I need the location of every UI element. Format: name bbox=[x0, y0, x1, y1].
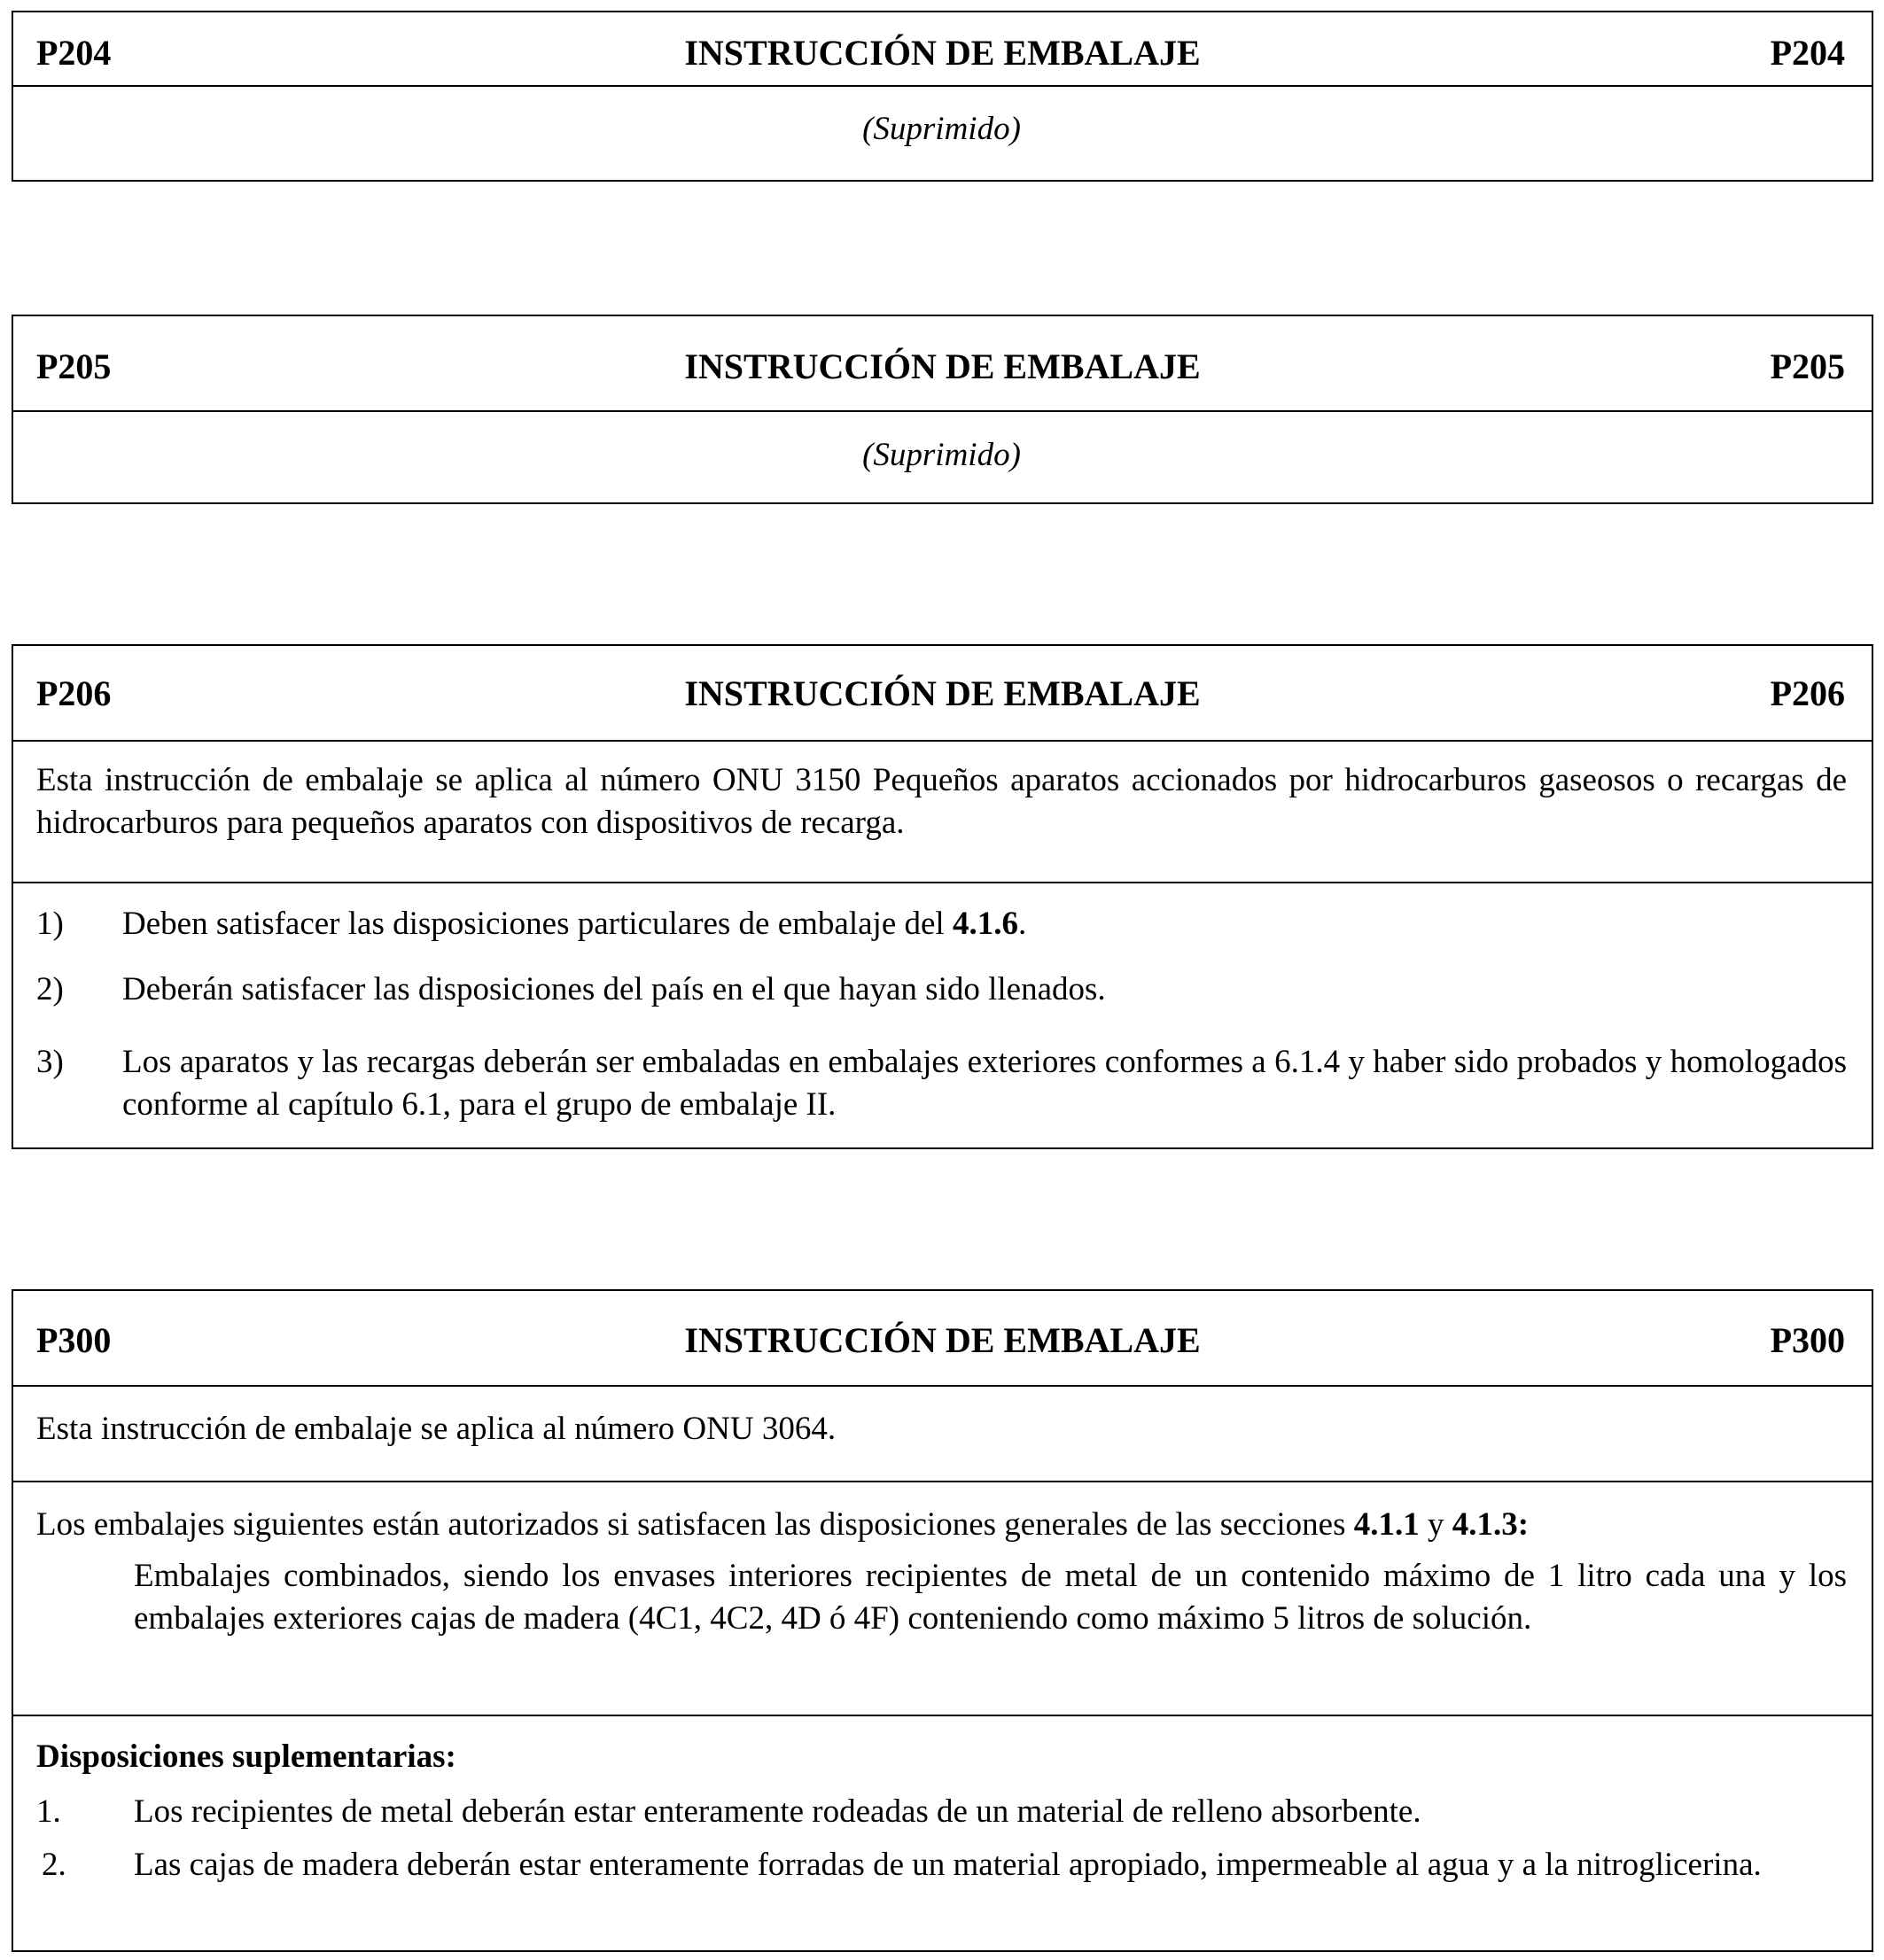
supplementary-heading bbox=[36, 1736, 1847, 1778]
item-number: 2. bbox=[42, 1847, 66, 1884]
instruction-code-left: P205 bbox=[36, 346, 112, 386]
instruction-title: INSTRUCCIÓN DE EMBALAJE bbox=[684, 33, 1201, 73]
scope-text: Esta instrucción de embalaje se aplica al número ONU 3150 Pequeños aparatos accionados por hidrocarburos gaseosos o recargas de hidrocarburos para pequeños aparatos con dispositivos de recarga. bbox=[36, 762, 1847, 842]
packing-instruction-p300 bbox=[12, 1289, 1873, 1952]
item-number: 1) bbox=[36, 906, 64, 942]
item-punct: . bbox=[1017, 906, 1027, 942]
item-text: Deberán satisfacer las disposiciones del país en el que hayan sido llenados. bbox=[122, 971, 1106, 1008]
instruction-code-right: P204 bbox=[1770, 33, 1845, 73]
item-number: 1. bbox=[36, 1793, 61, 1831]
item-text: Los aparatos y las recargas deberán ser embaladas en embalajes exteriores conformes a 6.1.4 y haber sido probados y homologados conforme al capítulo 6.1, para el grupo de embalaje II. bbox=[122, 1044, 1847, 1124]
instruction-code-left: P206 bbox=[36, 673, 112, 713]
item-reference: 4.1.6 bbox=[952, 906, 1018, 942]
requirements-list bbox=[13, 883, 1872, 1126]
authorized-packagings bbox=[13, 1482, 1872, 1716]
instruction-title: INSTRUCCIÓN DE EMBALAJE bbox=[684, 346, 1201, 386]
section-reference: 4.1.3: bbox=[1452, 1506, 1530, 1543]
item-text: Los recipientes de metal deberán estar enteramente rodeadas de un material de relleno absorbente. bbox=[134, 1793, 1421, 1831]
item-text: Las cajas de madera deberán estar enteramente forradas de un material apropiado, impermeable al agua y a la nitroglicerina. bbox=[134, 1847, 1762, 1884]
deleted-note bbox=[13, 412, 1872, 477]
instruction-code-left: P300 bbox=[36, 1320, 112, 1360]
general-provisions-text: Los embalajes siguientes están autorizados si satisfacen las disposiciones generales de las secciones bbox=[36, 1506, 1354, 1543]
item-number: 3) bbox=[36, 1044, 64, 1081]
list-item bbox=[36, 1791, 1847, 1833]
conjunction: y bbox=[1419, 1506, 1452, 1543]
supplementary-heading-text: Disposiciones suplementarias: bbox=[36, 1738, 456, 1775]
item-number: 2) bbox=[36, 971, 64, 1008]
header-row bbox=[13, 316, 1872, 412]
instruction-title: INSTRUCCIÓN DE EMBALAJE bbox=[684, 673, 1201, 713]
instruction-code-right: P206 bbox=[1770, 673, 1845, 713]
header-row bbox=[13, 646, 1872, 742]
combined-packagings bbox=[36, 1555, 1847, 1640]
packing-instruction-p204 bbox=[12, 11, 1873, 182]
deleted-text: (Suprimido) bbox=[862, 437, 1021, 473]
combined-packagings-text: Embalajes combinados, siendo los envases interiores recipientes de metal de un contenido máximo de 1 litro cada una y los embalajes exteriores cajas de madera (4C1, 4C2, 4D ó 4F) conteniendo como máximo 5 litros de solución. bbox=[134, 1558, 1847, 1637]
instruction-code-left: P204 bbox=[36, 33, 112, 73]
section-reference: 4.1.1 bbox=[1353, 1506, 1420, 1543]
header-row bbox=[13, 12, 1872, 87]
instruction-code-right: P300 bbox=[1770, 1320, 1845, 1360]
item-text: Deben satisfacer las disposiciones particulares de embalaje del bbox=[122, 906, 953, 942]
header-row bbox=[13, 1291, 1872, 1387]
deleted-text: (Suprimido) bbox=[862, 111, 1021, 147]
instruction-code-right: P205 bbox=[1770, 346, 1845, 386]
list-item bbox=[36, 968, 1847, 1011]
scope-text: Esta instrucción de embalaje se aplica al número ONU 3064. bbox=[36, 1411, 837, 1447]
general-provisions bbox=[36, 1504, 1847, 1546]
scope-paragraph bbox=[13, 742, 1872, 883]
scope-paragraph bbox=[13, 1387, 1872, 1482]
instruction-title: INSTRUCCIÓN DE EMBALAJE bbox=[684, 1320, 1201, 1360]
list-item bbox=[36, 1041, 1847, 1126]
list-item bbox=[36, 903, 1847, 945]
deleted-note bbox=[13, 87, 1872, 151]
packing-instruction-p206 bbox=[12, 644, 1873, 1149]
supplementary-provisions bbox=[13, 1716, 1872, 1886]
list-item bbox=[36, 1844, 1847, 1886]
packing-instruction-p205 bbox=[12, 315, 1873, 504]
